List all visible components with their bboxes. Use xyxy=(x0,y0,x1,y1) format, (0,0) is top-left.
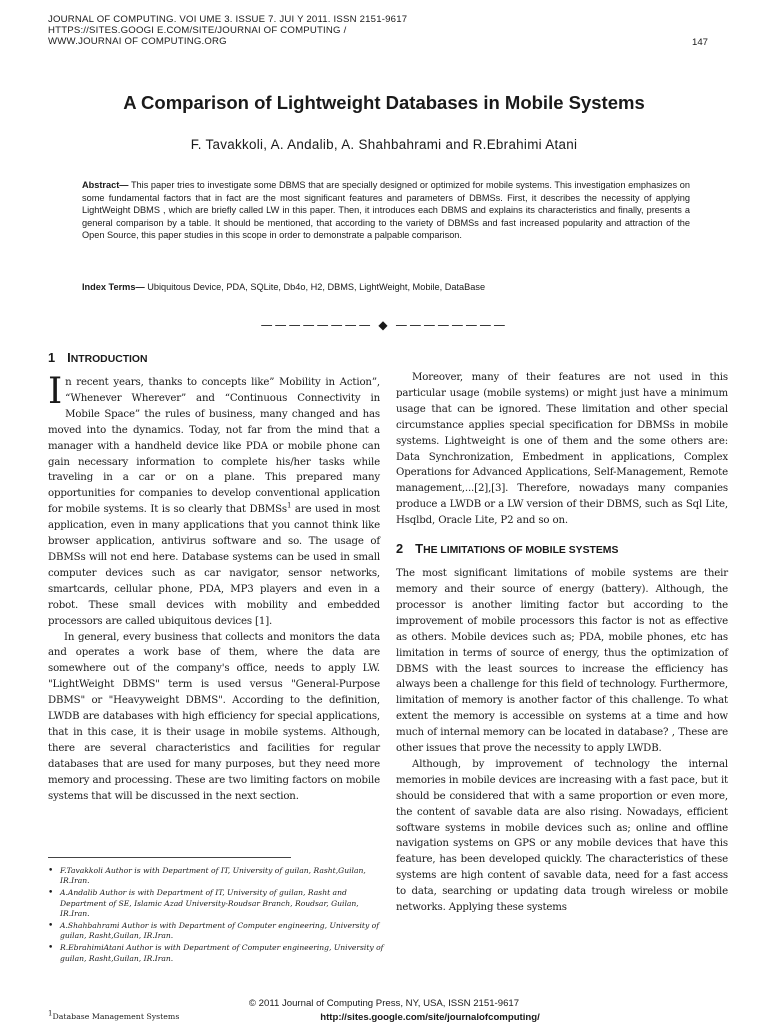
intro-p1-rest: are used in most application, even in many applications that you cannot think like browser application, antivirus software and so. The usage of DBMSs will not end here. Database systems can be used in small computer devices such as car navigator, sensor networks, smartcards, cellular phone, PDA, MP3 players and even in a robot. These small devices with mobility and embedded processors are called ubiquitous devices [1]. xyxy=(48,504,380,627)
footnote-mark: 1 xyxy=(48,1009,53,1018)
footer-url[interactable]: http://sites.google.com/site/journalofcomputing/ xyxy=(320,1012,540,1023)
affiliation-item: • A.Shahbahrami Author is with Department of Computer engineering, University of guilan, Rasht,Guilan, IR.Iran. xyxy=(48,921,384,941)
left-column xyxy=(48,346,380,804)
running-header xyxy=(48,14,407,47)
affiliation-item: • F.Tavakkoli Author is with Department of IT, University of guilan, Rasht,Guilan, IR.Iran. xyxy=(48,866,384,886)
drop-cap: I xyxy=(48,371,63,412)
section-title-rest: HE LIMITATIONS OF MOBILE SYSTEMS xyxy=(423,545,619,557)
paper-title: A Comparison of Lightweight Databases in Mobile Systems xyxy=(123,92,645,113)
affiliation-item: • A.Andalib Author is with Department of IT, University of guilan, Rasht and Department of SE, Islamic Azad University-Roudsar Branch, Roudsar, Guilan, IR.Iran. xyxy=(48,888,384,919)
intro-paragraph-3: Moreover, many of their features are not used in this particular usage (mobile systems) or might just have a minimum usage that can be ignored. These limitation and other special circumstance applies special specification for DBMSs in mobile systems. Lightweight is one of them and the some others are: Data Synchronization, Embedment in applications, Complex Operations for Advanced Applications, Self-Management, Remote management,...[2],[3]. Therefore, nowadays many companies produce a LWDB or a LW version of their DBMS, such as Sql Lite, Hsqlbd, Oracle Lite, P2 and so on. xyxy=(396,372,728,527)
index-terms-text: Ubiquitous Device, PDA, SQLite, Db4o, H2, DBMS, LightWeight, Mobile, DataBase xyxy=(144,282,486,292)
footnote-ref: 1 xyxy=(287,501,292,510)
section-heading-introduction xyxy=(48,350,380,365)
right-column xyxy=(396,346,728,916)
limitations-paragraph-1: The most significant limitations of mobile systems are their memory and their source of energy (battery). Although, the processor is another limiting factor but according to the improvement of mobile processors this factor is not as effective as others. Mobile devices such as; PDA, mobile phones, etc has limitation in terms of source of energy, thus the optimization of DBMS with the least sources to increase the efficiency has always been a challenge for this field of technology. Furthermore, limitation of memory is another factor of this challenge. To what extent the memory is accessible on systems at a time and how much of internal memory can be located in database? , These are other issues that prove the necessity to apply LWDB. xyxy=(396,568,728,755)
header-sites-url: HTTPS://SITES.GOOGI E.COM/SITE/JOURNAI OF COMPUTING / xyxy=(48,25,347,36)
index-terms-label: Index Terms— xyxy=(82,282,145,292)
author-affiliations xyxy=(48,866,384,966)
affiliation-item: • R.EbrahimiAtani Author is with Department of Computer engineering, University of guilan, Rasht,Guilan, IR.Iran. xyxy=(48,943,384,963)
limitations-paragraph-2: Although, by improvement of technology the internal memories in mobile devices are increasing with a fast pace, but it should be considered that with a same proportion or even more, the content of savable data are also rising. Nowadays, efficient software systems in mobile devices such as; online and offline navigation systems on GPS or any mobile devices that have this feature, has been developed quickly. The characteristics of these systems are high content of savable data, need for a fast access to data, searching or updating data trough wireless or mobile networks. Applying these systems xyxy=(396,758,728,914)
intro-paragraph-1 xyxy=(48,371,380,630)
intro-p1-text: n recent years, thanks to concepts like” Mobility in Action”, “Whenever Wherever” and “Continuous Connectivity in Mobile Space” the rules of business, many changed and has moved into the dynamics. Today, not far from the mind that a manager with a handheld device like PDA or mobile phone can gain necessary information to complete his/her tasks while traveling in a car or on a plane. This prepared many opportunities for companies to develop conventional application for mobile systems. It is so clearly that DBMSs xyxy=(48,377,380,516)
paper-authors: F. Tavakkoli, A. Andalib, A. Shahbahrami and R.Ebrahimi Atani xyxy=(190,137,578,152)
abstract-label: Abstract— xyxy=(82,180,129,190)
section-title-cap: I xyxy=(67,350,71,365)
abstract-text: This paper tries to investigate some DBMS that are specially designed or optimized for mobile systems. This investigation emphasizes on some fundamental factors that in fact are the most significant features and parameters of DBMSs. First, it describes the necessity of applying LightWeight DBMS , which are briefly called LW in this paper. Then, it introduces each DBMS and explains its characteristics and finally, presents a general comparison by a table. It should be mentioned, that according to the variety of DBMSs and fast increased popularity and attraction of the Open Source, this paper studies in this scope in order to demonstrate a palpable comparison. xyxy=(82,180,690,241)
section-divider: ———————— ◆ ———————— xyxy=(260,318,508,332)
section-number: 2 xyxy=(396,541,404,557)
abstract xyxy=(82,179,690,242)
section-number: 1 xyxy=(48,350,56,365)
footnote-body: Database Management Systems xyxy=(52,1012,180,1021)
index-terms xyxy=(82,281,690,294)
section-heading-limitations xyxy=(396,541,728,556)
page-number: 147 xyxy=(691,37,708,48)
footnote-rule xyxy=(48,857,291,858)
header-journal-line: JOURNAL OF COMPUTING. VOI UME 3. ISSUE 7. JUI Y 2011. ISSN 2151-9617 xyxy=(48,14,408,25)
section-title-cap: T xyxy=(415,541,424,557)
header-web-url: WWW.JOURNAI OF COMPUTING.ORG xyxy=(48,36,227,47)
intro-paragraph-2: In general, every business that collects and monitors the data and operates a work base of them, where the data are somewhere out of the company's office, needs to apply LW. "LightWeight DBMS" term is used versus "General-Purpose DBMS" or "Heavyweight DBMS". According to the definition, LWDB are databases with high efficiency for special applications, that in this case, it is their usage in mobile systems. Although, there are several characteristics and facilities for regular databases that are used for many purposes, but they need more memory and processing. These are two limiting factors on mobile systems that will be discussed in the next section. xyxy=(48,631,380,802)
section-title-rest: NTRODUCTION xyxy=(70,354,148,365)
footer-copyright: © 2011 Journal of Computing Press, NY, USA, ISSN 2151-9617 xyxy=(248,998,520,1009)
